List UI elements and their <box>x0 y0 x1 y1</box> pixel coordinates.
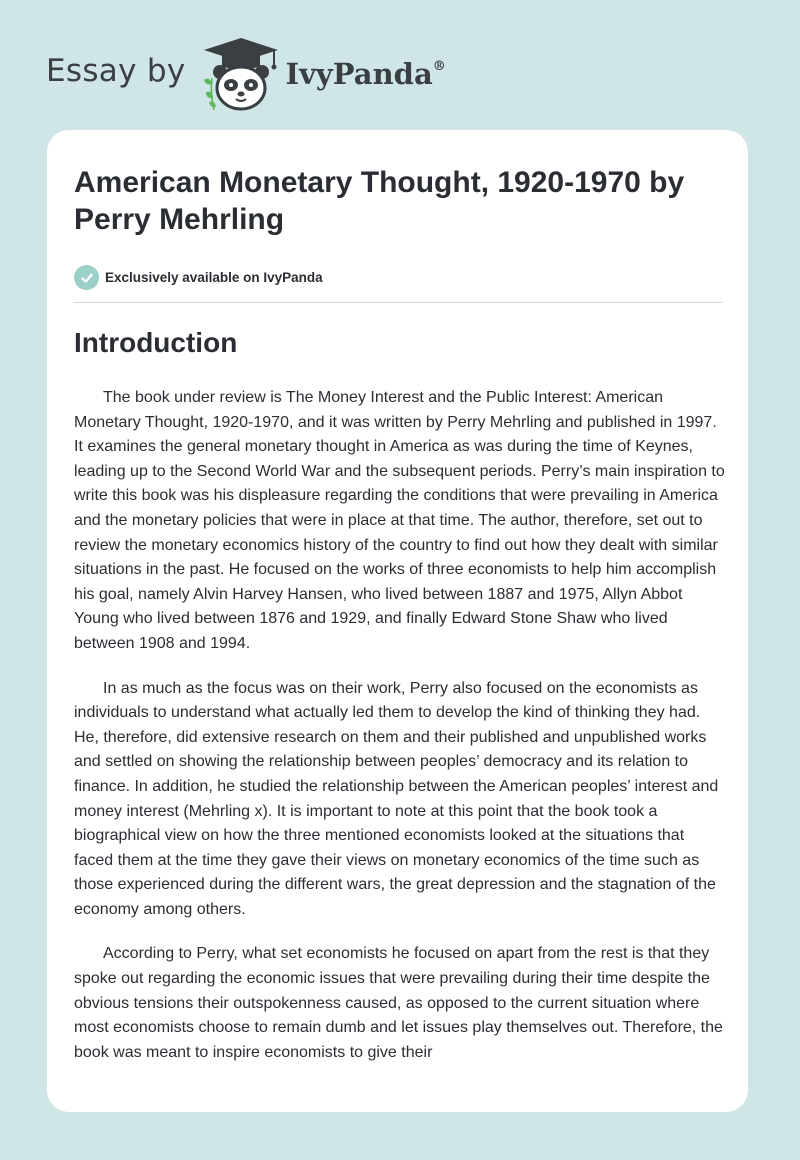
essay-body <box>74 386 726 1085</box>
paragraph: The book under review is The Money Interest and the Public Interest: American Monetary Thought, 1920-1970, and it was written by Perry Mehrling and published in 1997. It examines the general monetary thought in America as was during the time of Keynes, leading up to the Second World War and the subsequent periods. Perry’s main inspiration to write this book was his displeasure regarding the conditions that were prevailing in America and the monetary policies that were in place at that time. The author, therefore, set out to review the monetary economics history of the country to find out how they dealt with similar situations in the past. He focused on the works of three economists to help him accomplish his goal, namely Alvin Harvey Hansen, who lived between 1887 and 1975, Allyn Abbot Young who lived between 1876 and 1929, and finally Edward Stone Shaw who lived between 1908 and 1994. <box>74 389 725 652</box>
divider <box>74 302 723 303</box>
paragraph: According to Perry, what set economists he focused on apart from the rest is that they spoke out regarding the economic issues that were prevailing during their time despite the obvious tensions their outspokenness caused, as opposed to the current situation where most economists choose to remain dumb and let issues play themselves out. Therefore, the book was meant to inspire economists to give their <box>74 945 723 1061</box>
brand-name[interactable] <box>286 57 446 91</box>
essay-title: American Monetary Thought, 1920-1970 by Perry Mehrling <box>74 166 685 236</box>
essay-card <box>47 130 748 1112</box>
ivypanda-logo-icon[interactable] <box>200 36 282 112</box>
site-header <box>46 34 446 114</box>
exclusive-badge <box>74 265 323 290</box>
badge-label: Exclusively available on IvyPanda <box>105 270 323 285</box>
registered-mark: ® <box>432 59 446 74</box>
brand-text: IvyPanda <box>285 57 433 91</box>
section-heading: Introduction <box>74 327 238 358</box>
essay-by-label: Essay by <box>46 53 186 89</box>
check-icon <box>74 265 99 290</box>
paragraph: In as much as the focus was on their work, Perry also focused on the economists as individuals to understand what actually led them to develop the kind of thinking they had. He, therefore, did extensive research on them and their published and unpublished works and settled on showing the relationship between peoples’ democracy and its relation to finance. In addition, he studied the relationship between the American peoples’ interest and money interest (Mehrling x). It is important to note at this point that the book took a biographical view on how the three mentioned economists looked at the situations that faced them at the time they gave their views on monetary economics of the time such as those experienced during the different wars, the great depression and the stagnation of the economy among others. <box>74 679 719 918</box>
